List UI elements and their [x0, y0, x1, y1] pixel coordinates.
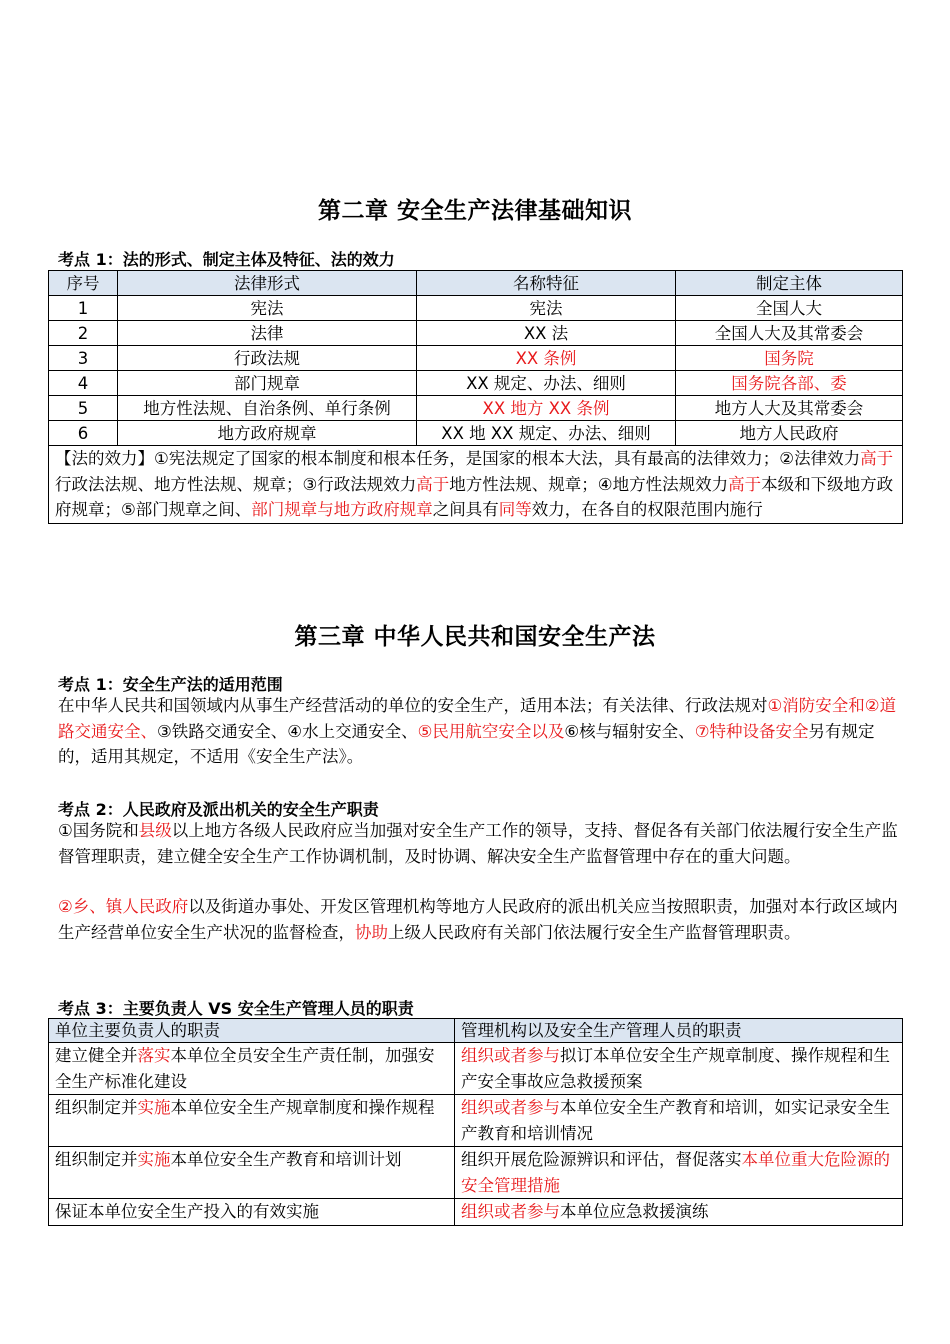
para-highlight: 协助	[355, 922, 388, 942]
cell-highlight: 组织或者参与	[461, 1098, 560, 1117]
table-cell: 地方性法规、自治条例、单行条例	[118, 396, 417, 421]
header-cell: 序号	[49, 271, 118, 296]
table-cell: 行政法规	[118, 346, 417, 371]
table-cell: 2	[49, 321, 118, 346]
cell-text: 组织开展危险源辨识和评估，督促落实	[461, 1150, 742, 1169]
note-highlight: 高于	[860, 449, 894, 468]
kp2-paragraph-2	[58, 894, 904, 945]
table-cell	[49, 1043, 455, 1095]
note-text: 本级和下级地方政府规章；⑤部门规章之间、	[55, 474, 894, 519]
table-cell: XX 条例	[417, 346, 676, 371]
table-row	[49, 321, 903, 346]
para-highlight: ⑦特种设备安全	[694, 721, 809, 741]
table-cell: 地方政府规章	[118, 421, 417, 446]
cell-text: 组织制定并	[55, 1150, 138, 1169]
table-cell	[455, 1147, 903, 1199]
cell-text: 组织制定并	[55, 1098, 138, 1117]
table-cell: 5	[49, 396, 118, 421]
header-cell: 法律形式	[118, 271, 417, 296]
kp2-paragraph-1	[58, 818, 904, 869]
cell-text: 本单位安全生产教育和培训，如实记录安全生产教育和培训情况	[461, 1098, 890, 1143]
cell-highlight: 本单位重大危险源的安全管理措施	[461, 1150, 890, 1195]
table-row	[49, 296, 903, 321]
table-row	[49, 1043, 903, 1095]
header-cell: 单位主要负责人的职责	[49, 1019, 455, 1043]
table-cell	[455, 1095, 903, 1147]
para-text: 另有规定的，适用其规定，不适用《安全生产法》。	[58, 721, 875, 766]
note-text: 行政法法规、地方性法规、规章；③行政法规效力	[55, 474, 417, 494]
table-row	[49, 1147, 903, 1199]
table-row	[49, 421, 903, 446]
para-text: 以及街道办事处、开发区管理机构等地方人民政府的派出机关应当按照职责，加强对本行政区域内生产经营单位安全生产状况的监督检查，	[58, 897, 898, 942]
para-text: 以上地方各级人民政府应当加强对安全生产工作的领导，支持、督促各有关部门依法履行安全生产监督管理职责，建立健全安全生产工作协调机制，及时协调、解决安全生产监督管理中存在的重大问题。	[58, 821, 898, 866]
cell-text: 拟订本单位安全生产规章制度、操作规程和生产安全事故应急救援预案	[461, 1046, 890, 1091]
cell-text: 保证本单位安全生产投入的有效实施	[55, 1202, 319, 1221]
chapter2-title: 第二章 安全生产法律基础知识	[317, 198, 632, 224]
table-row	[49, 396, 903, 421]
table-row	[49, 1095, 903, 1147]
header-cell: 名称特征	[417, 271, 676, 296]
table-header-row	[49, 271, 903, 296]
table-cell: 国务院	[676, 346, 903, 371]
header-cell: 制定主体	[676, 271, 903, 296]
cell-text: 本单位安全生产规章制度和操作规程	[170, 1098, 435, 1117]
table-cell: 部门规章	[118, 371, 417, 396]
table-cell	[49, 1199, 455, 1226]
table-cell: 全国人大	[676, 296, 903, 321]
law-forms-table	[48, 270, 903, 524]
table-row	[49, 371, 903, 396]
table-header-row	[49, 1019, 903, 1043]
table-cell: XX 法	[417, 321, 676, 346]
kp1-paragraph	[58, 693, 904, 770]
table-cell	[455, 1043, 903, 1095]
chapter3-kp1-title: 考点 1：安全生产法的适用范围	[58, 675, 283, 694]
note-text: 效力，在各自的权限范围内施行	[531, 500, 763, 519]
table-cell	[49, 1095, 455, 1147]
cell-highlight: 实施	[137, 1098, 171, 1117]
table-cell: 6	[49, 421, 118, 446]
header-cell: 管理机构以及安全生产管理人员的职责	[455, 1019, 903, 1043]
table-cell	[49, 1147, 455, 1199]
note-highlight: 高于	[416, 474, 450, 494]
note-text: 之间具有	[432, 500, 499, 519]
table-cell: 宪法	[118, 296, 417, 321]
cell-highlight: 组织或者参与	[461, 1046, 560, 1065]
para-text: ③铁路交通安全、④水上交通安全、	[157, 721, 418, 741]
law-effect-note	[49, 446, 903, 524]
responsibilities-table	[48, 1018, 903, 1226]
table-cell: 全国人大及其常委会	[676, 321, 903, 346]
law-effect-note-row	[49, 446, 903, 524]
chapter3-kp2-title: 考点 2：人民政府及派出机关的安全生产职责	[58, 800, 379, 819]
table-cell: XX 规定、办法、细则	[417, 371, 676, 396]
cell-text: 本单位全员安全生产责任制，加强安全生产标准化建设	[55, 1046, 435, 1091]
para-highlight: ⑤民用航空安全以及	[417, 721, 565, 741]
table-row	[49, 346, 903, 371]
table-cell: 3	[49, 346, 118, 371]
table-cell: XX 地方 XX 条例	[417, 396, 676, 421]
table-cell: 地方人大及其常委会	[676, 396, 903, 421]
para-highlight: ②乡、镇人民政府	[58, 897, 189, 916]
table-cell: 国务院各部、委	[676, 371, 903, 396]
chapter3-kp3-title: 考点 3：主要负责人 VS 安全生产管理人员的职责	[58, 999, 414, 1018]
table-row	[49, 1199, 903, 1226]
cell-highlight: 落实	[137, 1046, 171, 1065]
note-highlight: 同等	[498, 500, 532, 519]
cell-text: 建立健全并	[55, 1046, 138, 1065]
chapter3-title: 第三章 中华人民共和国安全生产法	[294, 624, 656, 650]
cell-highlight: 组织或者参与	[461, 1202, 560, 1221]
para-text: 上级人民政府有关部门依法履行安全生产监督管理职责。	[388, 922, 801, 942]
table-cell: 地方人民政府	[676, 421, 903, 446]
cell-highlight: 实施	[137, 1150, 171, 1169]
chapter2-kp1-title: 考点 1：法的形式、制定主体及特征、法的效力	[58, 250, 395, 269]
note-text: 地方性法规、规章；④地方性法规效力	[449, 474, 729, 494]
para-highlight: 县级	[138, 821, 172, 840]
table-cell: 1	[49, 296, 118, 321]
table-cell	[455, 1199, 903, 1226]
table-cell: 法律	[118, 321, 417, 346]
para-text: ⑥核与辐射安全、	[564, 721, 695, 741]
para-text: ①国务院和	[58, 821, 139, 840]
table-cell: 宪法	[417, 296, 676, 321]
note-highlight: 部门规章与地方政府规章	[251, 500, 433, 519]
table-cell: XX 地 XX 规定、办法、细则	[417, 421, 676, 446]
cell-text: 本单位安全生产教育和培训计划	[170, 1150, 402, 1169]
note-highlight: 高于	[728, 474, 762, 494]
table-cell: 4	[49, 371, 118, 396]
cell-text: 本单位应急救援演练	[560, 1202, 709, 1221]
para-highlight: ①消防安全和②道路交通安全、	[58, 696, 897, 741]
para-text: 在中华人民共和国领域内从事生产经营活动的单位的安全生产，适用本法；有关法律、行政法规对	[58, 696, 768, 715]
note-text: 【法的效力】①宪法规定了国家的根本制度和根本任务，是国家的根本大法，具有最高的法律效力；②法律效力	[55, 449, 861, 468]
